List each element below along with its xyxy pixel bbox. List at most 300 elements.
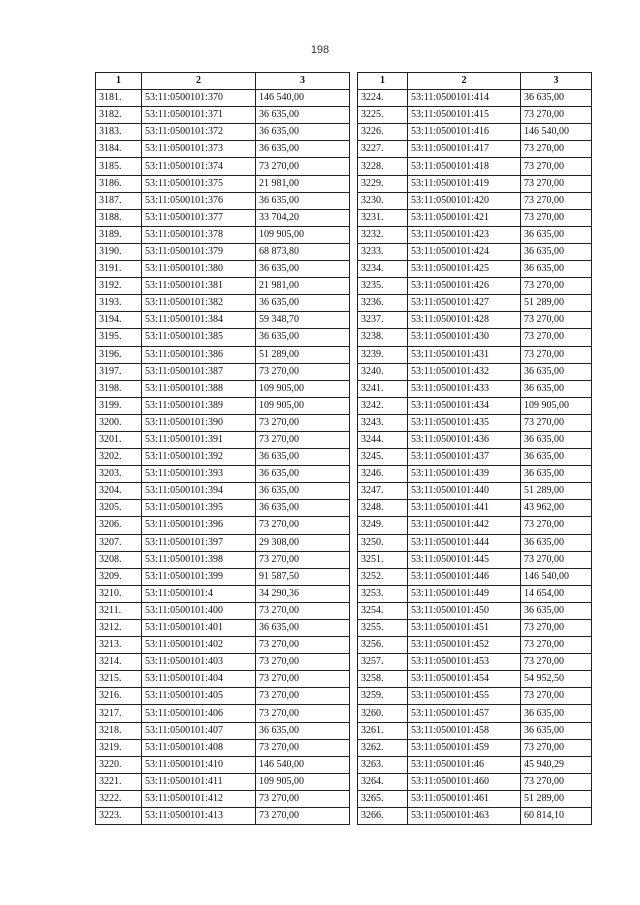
table-row: [96, 243, 350, 260]
value-cell: 73 270,00: [256, 637, 350, 654]
value-cell: 109 905,00: [256, 397, 350, 414]
row-number-cell: 3241.: [358, 380, 408, 397]
cadastral-number-cell: 53:11:0500101:376: [142, 192, 256, 209]
row-number-cell: 3186.: [96, 175, 142, 192]
row-number-cell: 3237.: [358, 312, 408, 329]
cadastral-number-cell: 53:11:0500101:386: [142, 346, 256, 363]
row-number-cell: 3212.: [96, 620, 142, 637]
table-row: [358, 585, 592, 602]
row-number-cell: 3190.: [96, 243, 142, 260]
table-row: [358, 414, 592, 431]
table-row: [358, 278, 592, 295]
row-number-cell: 3238.: [358, 329, 408, 346]
cadastral-number-cell: 53:11:0500101:434: [408, 397, 521, 414]
row-number-cell: 3209.: [96, 568, 142, 585]
cadastral-number-cell: 53:11:0500101:432: [408, 363, 521, 380]
cadastral-number-cell: 53:11:0500101:435: [408, 414, 521, 431]
cadastral-number-cell: 53:11:0500101:427: [408, 295, 521, 312]
value-cell: 73 270,00: [521, 141, 592, 158]
value-cell: 109 905,00: [256, 380, 350, 397]
value-cell: 51 289,00: [256, 346, 350, 363]
table-row: [96, 500, 350, 517]
cadastral-number-cell: 53:11:0500101:415: [408, 107, 521, 124]
row-number-cell: 3189.: [96, 226, 142, 243]
table-row: [358, 397, 592, 414]
cadastral-number-cell: 53:11:0500101:442: [408, 517, 521, 534]
cadastral-number-cell: 53:11:0500101:431: [408, 346, 521, 363]
row-number-cell: 3200.: [96, 414, 142, 431]
table-row: [96, 363, 350, 380]
cadastral-number-cell: 53:11:0500101:423: [408, 226, 521, 243]
row-number-cell: 3196.: [96, 346, 142, 363]
value-cell: 68 873,80: [256, 243, 350, 260]
row-number-cell: 3213.: [96, 637, 142, 654]
table-row: [96, 671, 350, 688]
value-cell: 60 814,10: [521, 808, 592, 825]
cadastral-number-cell: 53:11:0500101:455: [408, 688, 521, 705]
row-number-cell: 3230.: [358, 192, 408, 209]
table-row: [358, 346, 592, 363]
table-row: [358, 312, 592, 329]
value-cell: 73 270,00: [521, 637, 592, 654]
value-cell: 73 270,00: [521, 654, 592, 671]
value-cell: 109 905,00: [256, 773, 350, 790]
cadastral-number-cell: 53:11:0500101:406: [142, 705, 256, 722]
value-cell: 73 270,00: [256, 688, 350, 705]
row-number-cell: 3197.: [96, 363, 142, 380]
cadastral-number-cell: 53:11:0500101:439: [408, 466, 521, 483]
table-row: [358, 602, 592, 619]
table-row: [358, 500, 592, 517]
cadastral-number-cell: 53:11:0500101:399: [142, 568, 256, 585]
table-row: [358, 363, 592, 380]
table-row: [96, 295, 350, 312]
cadastral-number-cell: 53:11:0500101:4: [142, 585, 256, 602]
value-cell: 73 270,00: [256, 654, 350, 671]
value-cell: 73 270,00: [521, 346, 592, 363]
row-number-cell: 3203.: [96, 466, 142, 483]
value-cell: 21 981,00: [256, 278, 350, 295]
table-row: [96, 209, 350, 226]
value-cell: 54 952,50: [521, 671, 592, 688]
table-row: [96, 808, 350, 825]
row-number-cell: 3260.: [358, 705, 408, 722]
value-cell: 36 635,00: [521, 449, 592, 466]
left-table: [95, 72, 350, 825]
row-number-cell: 3246.: [358, 466, 408, 483]
row-number-cell: 3201.: [96, 431, 142, 448]
cadastral-number-cell: 53:11:0500101:450: [408, 602, 521, 619]
table-row: [358, 466, 592, 483]
cadastral-number-cell: 53:11:0500101:436: [408, 431, 521, 448]
cadastral-number-cell: 53:11:0500101:370: [142, 90, 256, 107]
cadastral-number-cell: 53:11:0500101:463: [408, 808, 521, 825]
column-header: 1: [96, 73, 142, 90]
table-row: [96, 380, 350, 397]
cadastral-number-cell: 53:11:0500101:418: [408, 158, 521, 175]
table-row: [358, 773, 592, 790]
table-row: [96, 397, 350, 414]
table-row: [96, 158, 350, 175]
row-number-cell: 3247.: [358, 483, 408, 500]
column-header: 1: [358, 73, 408, 90]
table-row: [358, 124, 592, 141]
header-row: [358, 73, 592, 90]
row-number-cell: 3205.: [96, 500, 142, 517]
cadastral-number-cell: 53:11:0500101:385: [142, 329, 256, 346]
value-cell: 73 270,00: [521, 158, 592, 175]
row-number-cell: 3262.: [358, 739, 408, 756]
table-row: [358, 449, 592, 466]
table-row: [96, 773, 350, 790]
row-number-cell: 3242.: [358, 397, 408, 414]
value-cell: 51 289,00: [521, 295, 592, 312]
cadastral-number-cell: 53:11:0500101:457: [408, 705, 521, 722]
column-header: 2: [142, 73, 256, 90]
cadastral-number-cell: 53:11:0500101:390: [142, 414, 256, 431]
value-cell: 73 270,00: [521, 688, 592, 705]
row-number-cell: 3226.: [358, 124, 408, 141]
value-cell: 73 270,00: [256, 517, 350, 534]
value-cell: 36 635,00: [256, 124, 350, 141]
cadastral-number-cell: 53:11:0500101:405: [142, 688, 256, 705]
cadastral-number-cell: 53:11:0500101:419: [408, 175, 521, 192]
cadastral-number-cell: 53:11:0500101:378: [142, 226, 256, 243]
table-row: [96, 602, 350, 619]
table-row: [358, 431, 592, 448]
row-number-cell: 3234.: [358, 261, 408, 278]
row-number-cell: 3245.: [358, 449, 408, 466]
value-cell: 36 635,00: [256, 620, 350, 637]
table-row: [96, 124, 350, 141]
cadastral-number-cell: 53:11:0500101:402: [142, 637, 256, 654]
row-number-cell: 3239.: [358, 346, 408, 363]
cadastral-number-cell: 53:11:0500101:380: [142, 261, 256, 278]
table-row: [358, 790, 592, 807]
cadastral-number-cell: 53:11:0500101:389: [142, 397, 256, 414]
row-number-cell: 3208.: [96, 551, 142, 568]
table-row: [96, 414, 350, 431]
cadastral-number-cell: 53:11:0500101:381: [142, 278, 256, 295]
value-cell: 33 704,20: [256, 209, 350, 226]
cadastral-number-cell: 53:11:0500101:417: [408, 141, 521, 158]
cadastral-number-cell: 53:11:0500101:407: [142, 722, 256, 739]
table-row: [96, 654, 350, 671]
header-row: [96, 73, 350, 90]
row-number-cell: 3219.: [96, 739, 142, 756]
value-cell: 73 270,00: [521, 739, 592, 756]
value-cell: 36 635,00: [256, 192, 350, 209]
table-row: [96, 346, 350, 363]
value-cell: 36 635,00: [256, 329, 350, 346]
cadastral-number-cell: 53:11:0500101:437: [408, 449, 521, 466]
value-cell: 51 289,00: [521, 790, 592, 807]
cadastral-number-cell: 53:11:0500101:446: [408, 568, 521, 585]
value-cell: 73 270,00: [256, 739, 350, 756]
value-cell: 146 540,00: [521, 568, 592, 585]
table-row: [96, 637, 350, 654]
value-cell: 36 635,00: [256, 483, 350, 500]
table-row: [96, 312, 350, 329]
row-number-cell: 3222.: [96, 790, 142, 807]
cadastral-number-cell: 53:11:0500101:372: [142, 124, 256, 141]
value-cell: 36 635,00: [256, 722, 350, 739]
cadastral-number-cell: 53:11:0500101:425: [408, 261, 521, 278]
value-cell: 21 981,00: [256, 175, 350, 192]
value-cell: 73 270,00: [256, 431, 350, 448]
cadastral-number-cell: 53:11:0500101:374: [142, 158, 256, 175]
row-number-cell: 3225.: [358, 107, 408, 124]
value-cell: 36 635,00: [256, 141, 350, 158]
value-cell: 146 540,00: [256, 90, 350, 107]
row-number-cell: 3251.: [358, 551, 408, 568]
table-row: [358, 705, 592, 722]
cadastral-number-cell: 53:11:0500101:445: [408, 551, 521, 568]
table-row: [96, 705, 350, 722]
table-row: [358, 483, 592, 500]
row-number-cell: 3192.: [96, 278, 142, 295]
value-cell: 36 635,00: [521, 602, 592, 619]
row-number-cell: 3266.: [358, 808, 408, 825]
table-row: [96, 192, 350, 209]
value-cell: 36 635,00: [521, 466, 592, 483]
value-cell: 73 270,00: [256, 551, 350, 568]
value-cell: 146 540,00: [256, 756, 350, 773]
row-number-cell: 3206.: [96, 517, 142, 534]
row-number-cell: 3183.: [96, 124, 142, 141]
table-row: [358, 808, 592, 825]
row-number-cell: 3232.: [358, 226, 408, 243]
cadastral-number-cell: 53:11:0500101:403: [142, 654, 256, 671]
table-row: [96, 175, 350, 192]
value-cell: 73 270,00: [521, 329, 592, 346]
column-header: 3: [521, 73, 592, 90]
table-row: [358, 688, 592, 705]
table-row: [358, 620, 592, 637]
cadastral-number-cell: 53:11:0500101:371: [142, 107, 256, 124]
value-cell: 73 270,00: [521, 773, 592, 790]
page-number: 198: [310, 44, 330, 56]
cadastral-number-cell: 53:11:0500101:391: [142, 431, 256, 448]
value-cell: 36 635,00: [521, 722, 592, 739]
value-cell: 36 635,00: [521, 431, 592, 448]
cadastral-number-cell: 53:11:0500101:433: [408, 380, 521, 397]
row-number-cell: 3210.: [96, 585, 142, 602]
cadastral-number-cell: 53:11:0500101:412: [142, 790, 256, 807]
row-number-cell: 3195.: [96, 329, 142, 346]
cadastral-number-cell: 53:11:0500101:459: [408, 739, 521, 756]
column-header: 2: [408, 73, 521, 90]
table-row: [96, 329, 350, 346]
row-number-cell: 3256.: [358, 637, 408, 654]
table-row: [96, 585, 350, 602]
value-cell: 73 270,00: [256, 705, 350, 722]
row-number-cell: 3191.: [96, 261, 142, 278]
table-row: [96, 466, 350, 483]
row-number-cell: 3243.: [358, 414, 408, 431]
value-cell: 36 635,00: [521, 380, 592, 397]
row-number-cell: 3181.: [96, 90, 142, 107]
row-number-cell: 3221.: [96, 773, 142, 790]
table-row: [358, 551, 592, 568]
table-row: [358, 534, 592, 551]
cadastral-number-cell: 53:11:0500101:440: [408, 483, 521, 500]
row-number-cell: 3216.: [96, 688, 142, 705]
cadastral-number-cell: 53:11:0500101:428: [408, 312, 521, 329]
table-row: [96, 739, 350, 756]
table-row: [358, 739, 592, 756]
table-row: [96, 141, 350, 158]
row-number-cell: 3249.: [358, 517, 408, 534]
table-row: [358, 107, 592, 124]
value-cell: 43 962,00: [521, 500, 592, 517]
cadastral-number-cell: 53:11:0500101:395: [142, 500, 256, 517]
value-cell: 34 290,36: [256, 585, 350, 602]
cadastral-number-cell: 53:11:0500101:397: [142, 534, 256, 551]
cadastral-number-cell: 53:11:0500101:394: [142, 483, 256, 500]
cadastral-number-cell: 53:11:0500101:398: [142, 551, 256, 568]
table-row: [96, 483, 350, 500]
row-number-cell: 3231.: [358, 209, 408, 226]
cadastral-number-cell: 53:11:0500101:441: [408, 500, 521, 517]
table-row: [358, 654, 592, 671]
row-number-cell: 3207.: [96, 534, 142, 551]
cadastral-number-cell: 53:11:0500101:444: [408, 534, 521, 551]
cadastral-number-cell: 53:11:0500101:421: [408, 209, 521, 226]
table-row: [358, 90, 592, 107]
cadastral-number-cell: 53:11:0500101:451: [408, 620, 521, 637]
cadastral-number-cell: 53:11:0500101:46: [408, 756, 521, 773]
value-cell: 36 635,00: [521, 90, 592, 107]
value-cell: 59 348,70: [256, 312, 350, 329]
value-cell: 73 270,00: [521, 414, 592, 431]
value-cell: 109 905,00: [256, 226, 350, 243]
row-number-cell: 3185.: [96, 158, 142, 175]
row-number-cell: 3257.: [358, 654, 408, 671]
value-cell: 36 635,00: [256, 261, 350, 278]
cadastral-number-cell: 53:11:0500101:414: [408, 90, 521, 107]
row-number-cell: 3265.: [358, 790, 408, 807]
value-cell: 109 905,00: [521, 397, 592, 414]
table-row: [96, 551, 350, 568]
value-cell: 73 270,00: [521, 209, 592, 226]
row-number-cell: 3204.: [96, 483, 142, 500]
value-cell: 73 270,00: [521, 620, 592, 637]
row-number-cell: 3188.: [96, 209, 142, 226]
value-cell: 51 289,00: [521, 483, 592, 500]
value-cell: 73 270,00: [256, 671, 350, 688]
cadastral-number-cell: 53:11:0500101:410: [142, 756, 256, 773]
row-number-cell: 3258.: [358, 671, 408, 688]
table-row: [96, 790, 350, 807]
value-cell: 146 540,00: [521, 124, 592, 141]
value-cell: 73 270,00: [256, 414, 350, 431]
value-cell: 73 270,00: [256, 808, 350, 825]
table-row: [96, 278, 350, 295]
row-number-cell: 3224.: [358, 90, 408, 107]
cadastral-number-cell: 53:11:0500101:373: [142, 141, 256, 158]
table-row: [96, 226, 350, 243]
cadastral-number-cell: 53:11:0500101:452: [408, 637, 521, 654]
row-number-cell: 3235.: [358, 278, 408, 295]
row-number-cell: 3194.: [96, 312, 142, 329]
row-number-cell: 3253.: [358, 585, 408, 602]
right-table: [357, 72, 592, 825]
row-number-cell: 3182.: [96, 107, 142, 124]
row-number-cell: 3184.: [96, 141, 142, 158]
table-row: [96, 620, 350, 637]
row-number-cell: 3255.: [358, 620, 408, 637]
column-header: 3: [256, 73, 350, 90]
table-row: [358, 722, 592, 739]
table-row: [358, 141, 592, 158]
cadastral-number-cell: 53:11:0500101:401: [142, 620, 256, 637]
cadastral-number-cell: 53:11:0500101:400: [142, 602, 256, 619]
row-number-cell: 3248.: [358, 500, 408, 517]
cadastral-number-cell: 53:11:0500101:449: [408, 585, 521, 602]
table-row: [358, 517, 592, 534]
table-row: [96, 449, 350, 466]
value-cell: 36 635,00: [256, 466, 350, 483]
row-number-cell: 3193.: [96, 295, 142, 312]
table-row: [358, 568, 592, 585]
value-cell: 73 270,00: [521, 551, 592, 568]
cadastral-number-cell: 53:11:0500101:411: [142, 773, 256, 790]
cadastral-number-cell: 53:11:0500101:388: [142, 380, 256, 397]
row-number-cell: 3227.: [358, 141, 408, 158]
row-number-cell: 3252.: [358, 568, 408, 585]
row-number-cell: 3218.: [96, 722, 142, 739]
cadastral-number-cell: 53:11:0500101:382: [142, 295, 256, 312]
value-cell: 73 270,00: [521, 312, 592, 329]
table-row: [96, 688, 350, 705]
cadastral-number-cell: 53:11:0500101:377: [142, 209, 256, 226]
value-cell: 73 270,00: [256, 363, 350, 380]
cadastral-number-cell: 53:11:0500101:413: [142, 808, 256, 825]
row-number-cell: 3223.: [96, 808, 142, 825]
row-number-cell: 3217.: [96, 705, 142, 722]
cadastral-number-cell: 53:11:0500101:424: [408, 243, 521, 260]
table-row: [358, 192, 592, 209]
cadastral-number-cell: 53:11:0500101:393: [142, 466, 256, 483]
value-cell: 73 270,00: [521, 107, 592, 124]
value-cell: 73 270,00: [521, 175, 592, 192]
value-cell: 14 654,00: [521, 585, 592, 602]
row-number-cell: 3220.: [96, 756, 142, 773]
table-row: [96, 107, 350, 124]
table-row: [96, 517, 350, 534]
row-number-cell: 3202.: [96, 449, 142, 466]
cadastral-number-cell: 53:11:0500101:461: [408, 790, 521, 807]
cadastral-number-cell: 53:11:0500101:453: [408, 654, 521, 671]
table-row: [358, 175, 592, 192]
value-cell: 36 635,00: [521, 534, 592, 551]
table-row: [96, 534, 350, 551]
table-row: [358, 380, 592, 397]
table-row: [96, 431, 350, 448]
value-cell: 36 635,00: [521, 705, 592, 722]
cadastral-number-cell: 53:11:0500101:375: [142, 175, 256, 192]
table-row: [358, 637, 592, 654]
row-number-cell: 3263.: [358, 756, 408, 773]
value-cell: 36 635,00: [256, 295, 350, 312]
value-cell: 45 940,29: [521, 756, 592, 773]
table-row: [358, 226, 592, 243]
table-row: [358, 158, 592, 175]
row-number-cell: 3261.: [358, 722, 408, 739]
cadastral-number-cell: 53:11:0500101:404: [142, 671, 256, 688]
value-cell: 36 635,00: [521, 243, 592, 260]
